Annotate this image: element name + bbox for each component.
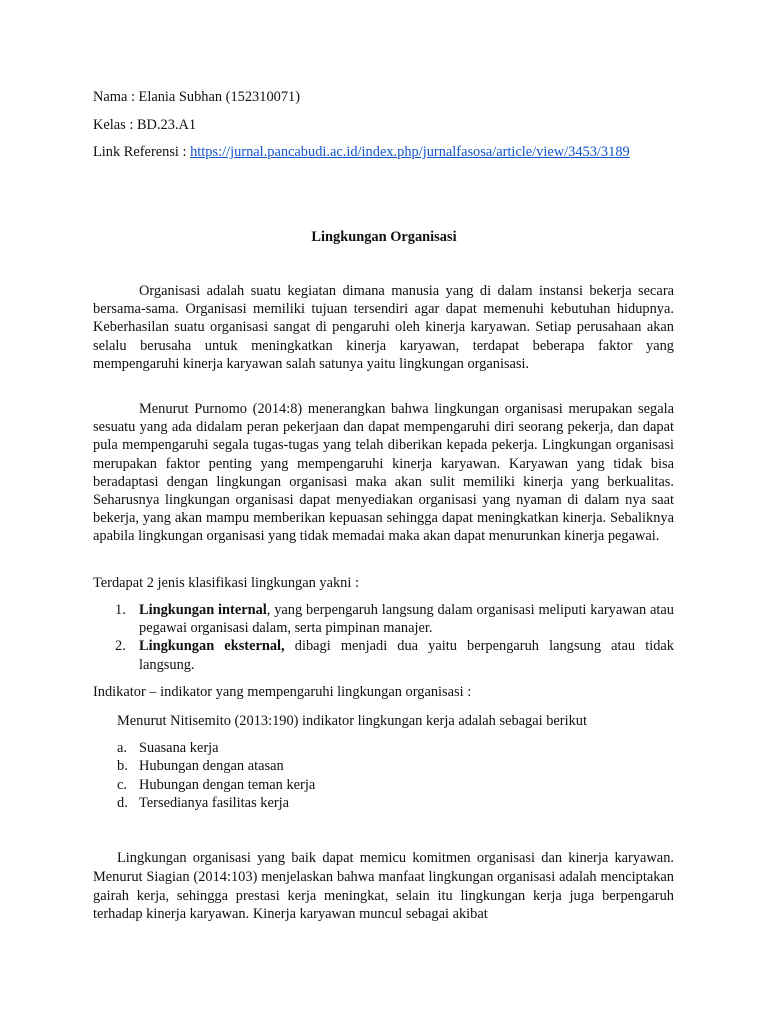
list-item — [117, 739, 674, 757]
indicator-list — [117, 739, 674, 812]
indicator-source: Menurut Nitisemito (2013:190) indikator lingkungan kerja adalah sebagai berikut — [117, 713, 587, 729]
list-marker: c. — [117, 776, 127, 793]
list-marker: b. — [117, 758, 128, 775]
list-item — [117, 776, 674, 794]
paragraph-intro: Organisasi adalah suatu kegiatan dimana manusia yang di dalam instansi bekerja secara bersama-sama. Organisasi memiliki tujuan tersendiri agar dapat memenuhi kebutuhan hidupnya. Keberhasilan suatu organisasi sangat di pengaruhi oleh kinerja karyawan. Setiap perusahaan akan selalu berusaha untuk meningkatkan kinerja karyawan, terdapat beberapa faktor yang mempengaruhi kinerja karyawan salah satunya yaitu lingkungan organisasi. — [93, 283, 674, 372]
list-text: , yang berpengaruh langsung dalam organisasi meliputi karyawan atau pegawai organisasi dalam, serta pimpinan manajer. — [139, 602, 674, 637]
list-text: Hubungan dengan atasan — [139, 758, 284, 775]
reference-link[interactable]: https://jurnal.pancabudi.ac.id/index.php/jurnalfasosa/article/view/3453/3189 — [190, 144, 630, 160]
list-marker: 2. — [115, 638, 126, 655]
list-text: Hubungan dengan teman kerja — [139, 776, 316, 793]
paragraph-purnomo: Menurut Purnomo (2014:8) menerangkan bahwa lingkungan organisasi merupakan segala sesuatu yang ada didalam peran pekerjaan dan dapat mempengaruhi diri seorang pekerja, dan dapat pula mempengaruhi segala tugas-tugas yang telah diberikan kepada pekerja. Lingkungan organisasi merupakan faktor penting yang mempengaruhi kinerja karyawan. Karyawan yang tidak bisa beradaptasi dengan lingkungan organisasi maka akan sulit memiliki kinerja yang berkualitas. Seharusnya lingkungan organisasi dapat menyediakan organisasi yang nyaman di dalam nya saat bekerja, yang akan mampu memberikan kepuasan sehingga dapat meningkatkan kinerja. Sebaliknya apabila lingkungan organisasi yang tidak memadai maka akan dapat menurunkan kinerja pegawai. — [93, 401, 674, 545]
document-title: Lingkungan Organisasi — [311, 229, 457, 245]
list-item — [93, 601, 674, 637]
list-marker: a. — [117, 740, 127, 756]
student-name: Nama : Elania Subhan (152310071) — [93, 89, 301, 105]
paragraph-closing: Lingkungan organisasi yang baik dapat memicu komitmen organisasi dan kinerja karyawan. Menurut Siagian (2014:103) menjelaskan bahwa manfaat lingkungan organisasi adalah menciptakan gairah kerja, sehingga prestasi kerja meningkat, selain itu lingkungan kerja juga berpengaruh terhadap kinerja karyawan. Kinerja karyawan muncul sebagai akibat — [93, 850, 674, 923]
list-item — [117, 757, 674, 775]
classification-intro: Terdapat 2 jenis klasifikasi lingkungan yakni : — [93, 575, 359, 591]
list-marker: 1. — [115, 602, 126, 618]
reference-label: Link Referensi : — [93, 144, 191, 160]
list-text: Tersedianya fasilitas kerja — [139, 794, 290, 811]
classification-list — [93, 601, 674, 674]
indicator-intro: Indikator – indikator yang mempengaruhi lingkungan organisasi : — [93, 684, 472, 700]
list-term: Lingkungan eksternal, — [139, 638, 285, 655]
list-item — [117, 794, 674, 812]
list-marker: d. — [117, 794, 128, 811]
class-line: Kelas : BD.23.A1 — [93, 117, 197, 133]
list-term: Lingkungan internal — [139, 602, 267, 618]
list-text: Suasana kerja — [139, 740, 219, 756]
reference-line — [93, 143, 630, 161]
list-text: dibagi menjadi dua yaitu berpengaruh langsung atau tidak langsung. — [139, 638, 674, 673]
list-item — [93, 637, 674, 673]
